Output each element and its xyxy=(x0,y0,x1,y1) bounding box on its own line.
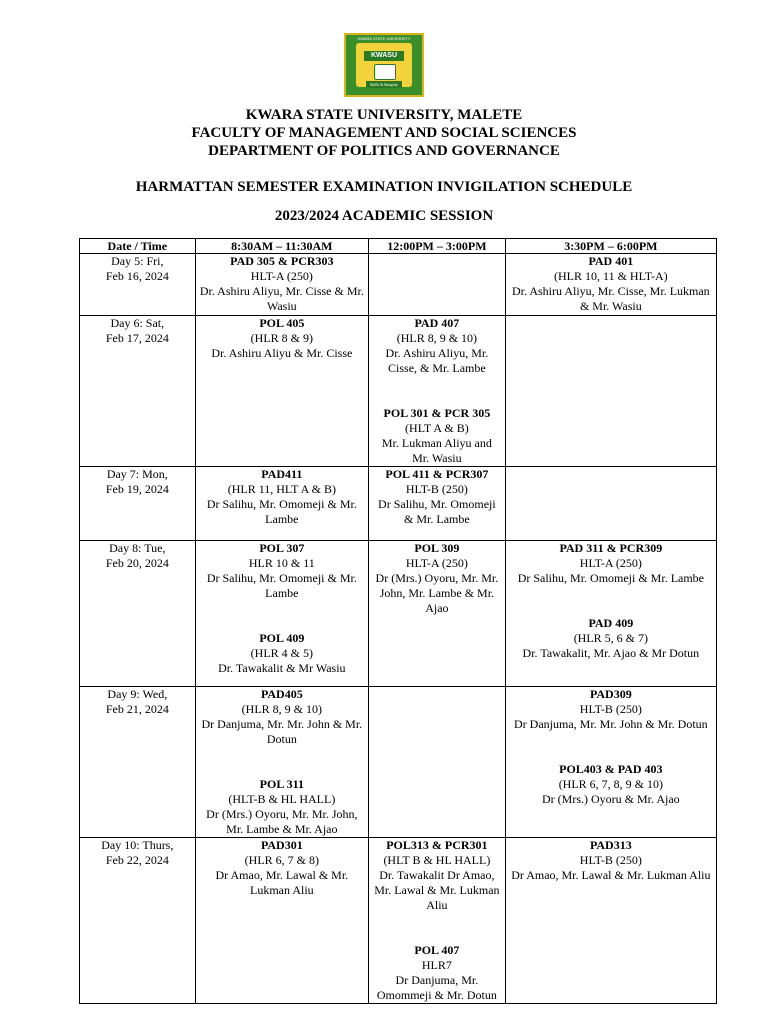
invigilators: Dr Salihu, Mr. Omomeji & Mr. Lambe xyxy=(378,497,496,526)
date-cell xyxy=(80,687,196,838)
invigilators: Dr (Mrs.) Oyoru, Mr. Mr. John, Mr. Lambe & Mr. Ajao xyxy=(206,807,358,836)
table-row xyxy=(80,838,717,1004)
slot-cell xyxy=(195,254,368,316)
course-code: POL 409 xyxy=(259,631,305,645)
schedule-title: HARMATTAN SEMESTER EXAMINATION INVIGILATION SCHEDULE xyxy=(135,179,633,195)
invigilators: Mr. Lukman Aliyu and Mr. Wasiu xyxy=(381,436,492,465)
invigilators: Dr. Tawakalit Dr Amao, Mr. Lawal & Mr. Lukman Aliu xyxy=(374,868,500,912)
invigilators: Dr Danjuma, Mr. Omommeji & Mr. Dotun xyxy=(376,973,497,1002)
date-cell xyxy=(80,254,196,316)
exam-venue: (HLR 10, 11 & HLT-A) xyxy=(554,269,668,283)
invigilators: Dr. Tawakalit, Mr. Ajao & Mr Dotun xyxy=(522,646,700,660)
table-row xyxy=(80,254,717,316)
exam-venue: (HLR 11, HLT A & B) xyxy=(227,482,336,496)
exam-entry xyxy=(510,541,712,586)
exam-entry xyxy=(510,616,712,661)
exam-day: Day 5: Fri, xyxy=(111,254,164,268)
slot-cell xyxy=(505,467,716,541)
slot-cell xyxy=(195,316,368,467)
exam-day: Day 6: Sat, xyxy=(110,316,165,330)
department-name: DEPARTMENT OF POLITICS AND GOVERNANCE xyxy=(208,143,560,159)
exam-entry xyxy=(373,467,501,527)
table-row xyxy=(80,541,717,687)
slot-cell xyxy=(369,838,506,1004)
exam-venue: HLT-A (250) xyxy=(405,556,468,570)
exam-venue: HLR 10 & 11 xyxy=(248,556,315,570)
header-slot-2: 12:00PM – 3:00PM xyxy=(369,239,506,254)
course-code: POL403 & PAD 403 xyxy=(559,762,663,776)
invigilators: Dr Danjuma, Mr. Mr. John & Mr. Dotun xyxy=(514,717,708,731)
slot-cell xyxy=(505,541,716,687)
course-code: POL 309 xyxy=(414,541,460,555)
exam-date: Feb 16, 2024 xyxy=(105,269,169,283)
table-row xyxy=(80,316,717,467)
invigilators: Dr Amao, Mr. Lawal & Mr. Lukman Aliu xyxy=(215,868,349,897)
exam-entry xyxy=(200,687,364,747)
exam-entry xyxy=(200,838,364,898)
exam-entry xyxy=(373,316,501,376)
university-logo xyxy=(344,33,424,97)
course-code: POL 411 & PCR307 xyxy=(385,467,489,481)
exam-entry xyxy=(373,406,501,466)
course-code: PAD301 xyxy=(260,838,303,852)
slot-cell xyxy=(369,254,506,316)
exam-venue: HLT-B (250) xyxy=(405,482,468,496)
faculty-name: FACULTY OF MANAGEMENT AND SOCIAL SCIENCES xyxy=(191,125,577,141)
exam-entry xyxy=(373,943,501,1003)
exam-day: Day 9: Wed, xyxy=(107,687,168,701)
invigilators: Dr. Ashiru Aliyu, Mr. Cisse, & Mr. Lambe xyxy=(385,346,489,375)
exam-day: Day 10: Thurs, xyxy=(101,838,174,852)
course-code: POL 307 xyxy=(259,541,305,555)
exam-venue: (HLR 6, 7 & 8) xyxy=(244,853,319,867)
exam-date: Feb 17, 2024 xyxy=(105,331,169,345)
university-name: KWARA STATE UNIVERSITY, MALETE xyxy=(245,107,523,123)
date-cell xyxy=(80,541,196,687)
course-code: PAD 401 xyxy=(588,254,634,268)
exam-entry xyxy=(373,541,501,616)
exam-date: Feb 22, 2024 xyxy=(105,853,169,867)
header-slot-1: 8:30AM – 11:30AM xyxy=(195,239,368,254)
table-header-row xyxy=(80,239,717,254)
academic-session: 2023/2024 ACADEMIC SESSION xyxy=(274,208,494,224)
exam-venue: HLT-B (250) xyxy=(579,853,642,867)
exam-date: Feb 19, 2024 xyxy=(105,482,169,496)
invigilators: Dr (Mrs.) Oyoru, Mr. Mr. John, Mr. Lambe & Mr. Ajao xyxy=(375,571,499,615)
course-code: PAD 407 xyxy=(414,316,460,330)
slot-cell xyxy=(505,838,716,1004)
date-cell xyxy=(80,838,196,1004)
invigilators: Dr Salihu, Mr. Omomeji & Mr. Lambe xyxy=(517,571,705,585)
exam-venue: (HLR 8, 9 & 10) xyxy=(241,702,322,716)
exam-venue: (HLR 8, 9 & 10) xyxy=(396,331,478,345)
exam-venue: (HLT B & HL HALL) xyxy=(383,853,491,867)
exam-venue: (HLT-B & HL HALL) xyxy=(228,792,336,806)
date-cell xyxy=(80,316,196,467)
book-icon xyxy=(374,64,396,80)
exam-entry xyxy=(510,254,712,314)
invigilators: Dr. Ashiru Aliyu, Mr. Cisse, Mr. Lukman & Mr. Wasiu xyxy=(512,284,710,313)
course-code: POL 301 & PCR 305 xyxy=(383,406,491,420)
invigilators: Dr Danjuma, Mr. Mr. John & Mr. Dotun xyxy=(201,717,363,746)
exam-entry xyxy=(200,631,364,676)
exam-venue: HLR7 xyxy=(421,958,452,972)
invigilators: Dr Salihu, Mr. Omomeji & Mr. Lambe xyxy=(206,497,357,526)
exam-entry xyxy=(200,254,364,314)
exam-day: Day 7: Mon, xyxy=(106,467,168,481)
course-code: PAD 409 xyxy=(588,616,634,630)
table-row xyxy=(80,467,717,541)
table-row xyxy=(80,687,717,838)
slot-cell xyxy=(195,838,368,1004)
course-code: PAD405 xyxy=(260,687,303,701)
slot-cell xyxy=(195,687,368,838)
exam-entry xyxy=(373,838,501,913)
invigilators: Dr. Ashiru Aliyu, Mr. Cisse & Mr. Wasiu xyxy=(199,284,364,313)
institution-header xyxy=(0,106,768,160)
exam-entry xyxy=(200,316,364,361)
slot-cell xyxy=(369,316,506,467)
exam-entry xyxy=(510,687,712,732)
course-code: POL 405 xyxy=(259,316,305,330)
slot-cell xyxy=(505,687,716,838)
course-code: POL 407 xyxy=(414,943,460,957)
slot-cell xyxy=(369,687,506,838)
header-date-time: Date / Time xyxy=(80,239,196,254)
exam-venue: (HLT A & B) xyxy=(405,421,469,435)
header-slot-3: 3:30PM – 6:00PM xyxy=(505,239,716,254)
course-code: POL 311 xyxy=(259,777,305,791)
exam-entry xyxy=(200,777,364,837)
exam-date: Feb 21, 2024 xyxy=(105,702,169,716)
slot-cell xyxy=(195,541,368,687)
exam-entry xyxy=(200,467,364,527)
exam-entry xyxy=(510,762,712,807)
exam-entry xyxy=(510,838,712,883)
course-code: PAD 305 & PCR303 xyxy=(230,254,334,268)
exam-venue: HLT-A (250) xyxy=(250,269,313,283)
invigilators: Dr Salihu, Mr. Omomeji & Mr. Lambe xyxy=(206,571,357,600)
invigilation-table xyxy=(79,238,717,1004)
invigilators: Dr. Ashiru Aliyu & Mr. Cisse xyxy=(211,346,353,360)
course-code: PAD313 xyxy=(589,838,632,852)
course-code: PAD411 xyxy=(261,467,303,481)
table-body xyxy=(80,254,717,1004)
exam-venue: (HLR 8 & 9) xyxy=(250,331,313,345)
invigilators: Dr Amao, Mr. Lawal & Mr. Lukman Aliu xyxy=(511,868,711,882)
exam-entry xyxy=(200,541,364,601)
logo-motto: Skills & Integrity xyxy=(366,81,402,88)
exam-venue: HLT-A (250) xyxy=(579,556,642,570)
slot-cell xyxy=(505,316,716,467)
invigilators: Dr. Tawakalit & Mr Wasiu xyxy=(218,661,346,675)
slot-cell xyxy=(369,541,506,687)
course-code: PAD 311 & PCR309 xyxy=(559,541,663,555)
course-code: POL313 & PCR301 xyxy=(386,838,488,852)
course-code: PAD309 xyxy=(589,687,632,701)
date-cell xyxy=(80,467,196,541)
exam-venue: (HLR 4 & 5) xyxy=(250,646,313,660)
exam-day: Day 8: Tue, xyxy=(109,541,166,555)
exam-date: Feb 20, 2024 xyxy=(105,556,169,570)
slot-cell xyxy=(369,467,506,541)
logo-shield xyxy=(356,43,412,87)
logo-name: KWASU xyxy=(364,51,404,61)
exam-venue: HLT-B (250) xyxy=(579,702,642,716)
slot-cell xyxy=(195,467,368,541)
exam-venue: (HLR 6, 7, 8, 9 & 10) xyxy=(558,777,664,791)
logo-top-text: KWARA STATE UNIVERSITY xyxy=(357,36,411,41)
slot-cell xyxy=(505,254,716,316)
exam-venue: (HLR 5, 6 & 7) xyxy=(573,631,649,645)
invigilators: Dr (Mrs.) Oyoru & Mr. Ajao xyxy=(542,792,680,806)
